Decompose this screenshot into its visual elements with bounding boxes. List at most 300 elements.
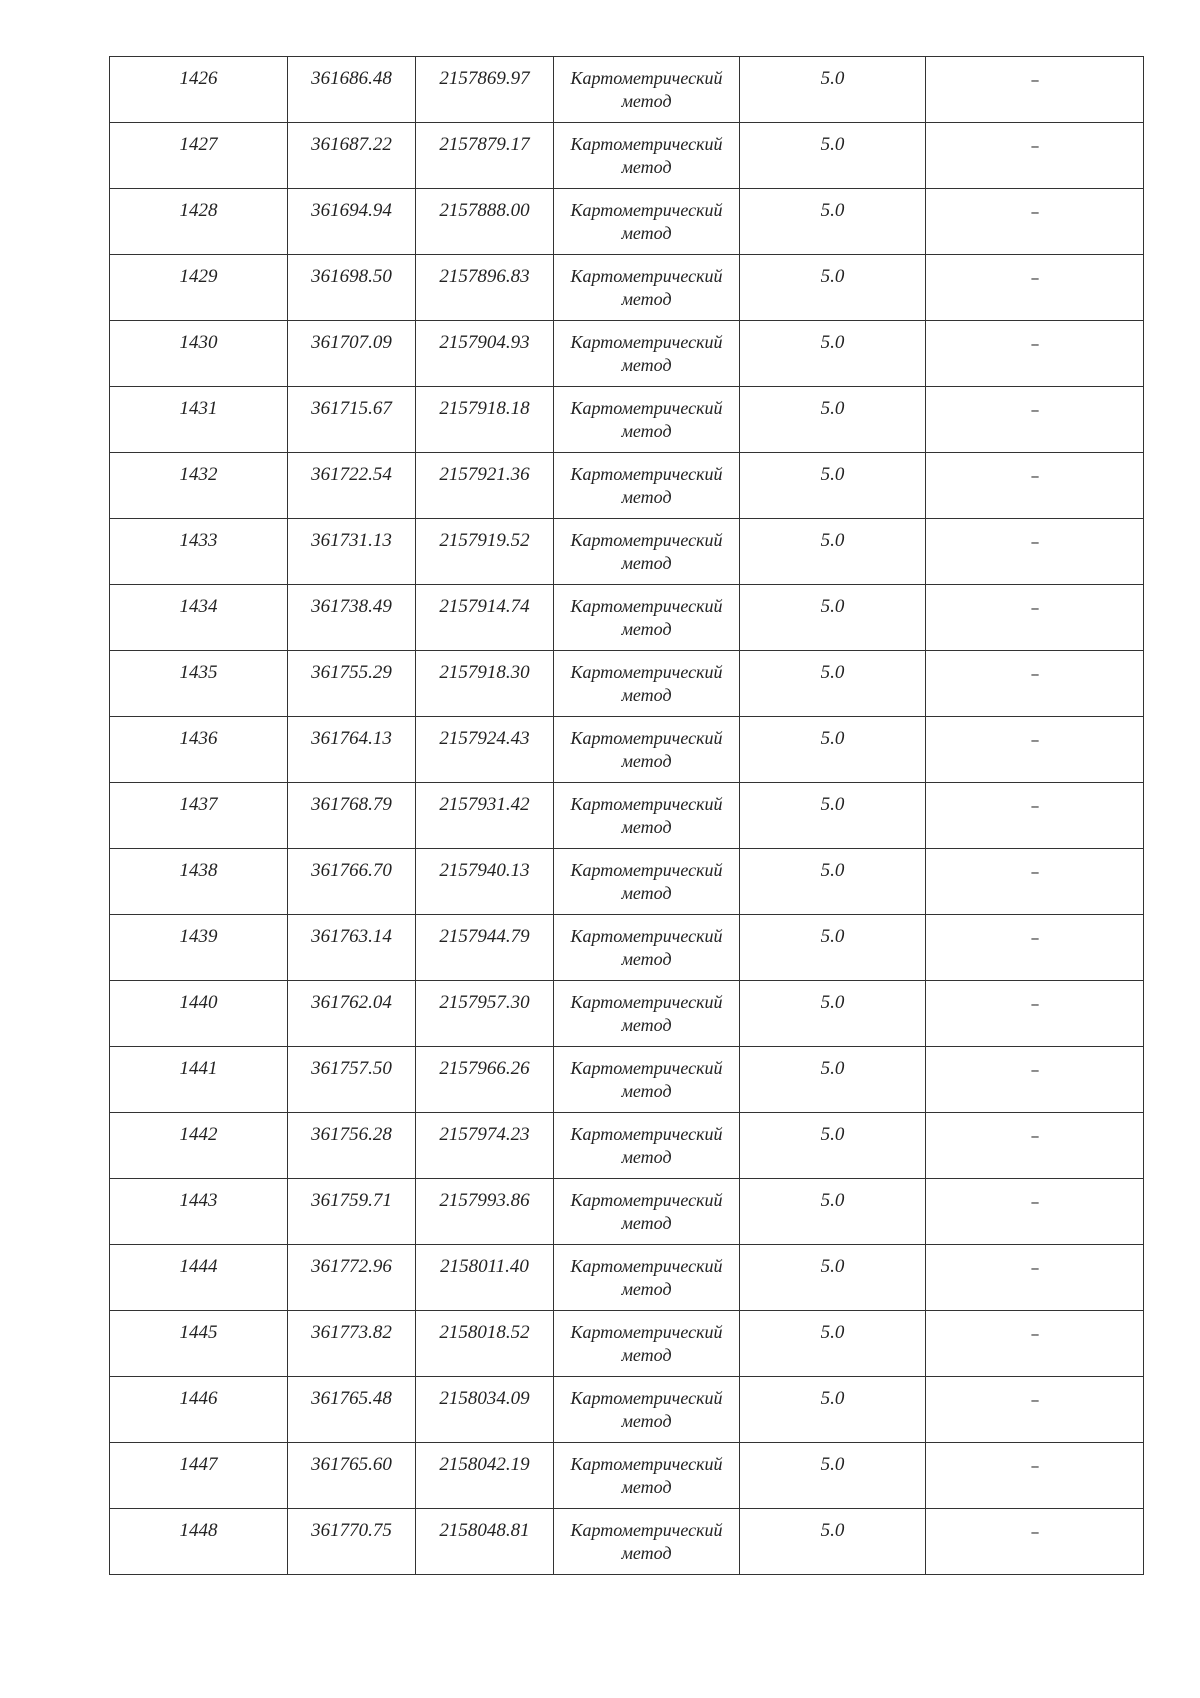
method-line-1: Картометрический: [570, 1388, 723, 1408]
x-coordinate-cell: [288, 1377, 416, 1443]
note-cell: [926, 783, 1144, 849]
note-value: --: [1030, 799, 1039, 814]
y-coordinate: 2157918.30: [439, 662, 530, 683]
table-row: [110, 453, 1144, 519]
y-coordinate-cell: [416, 1047, 554, 1113]
table-row: [110, 1311, 1144, 1377]
y-coordinate-cell: [416, 1113, 554, 1179]
point-number-cell: [110, 453, 288, 519]
point-number-cell: [110, 123, 288, 189]
precision-value: 5.0: [820, 464, 845, 485]
y-coordinate: 2158011.40: [440, 1256, 529, 1277]
precision-value: 5.0: [820, 1520, 845, 1541]
precision-value: 5.0: [820, 1322, 845, 1343]
x-coordinate-cell: [288, 651, 416, 717]
point-number-cell: [110, 915, 288, 981]
method-cell: [554, 651, 740, 717]
x-coordinate: 361707.09: [311, 332, 392, 353]
precision-cell: [740, 1443, 926, 1509]
note-cell: [926, 717, 1144, 783]
x-coordinate-cell: [288, 387, 416, 453]
precision-cell: [740, 387, 926, 453]
coordinates-table-body: [110, 57, 1144, 1575]
y-coordinate-cell: [416, 651, 554, 717]
precision-value: 5.0: [820, 728, 845, 749]
y-coordinate-cell: [416, 255, 554, 321]
table-row: [110, 915, 1144, 981]
y-coordinate: 2158034.09: [439, 1388, 530, 1409]
x-coordinate: 361765.48: [311, 1388, 392, 1409]
method-line-1: Картометрический: [570, 134, 723, 154]
method-line-1: Картометрический: [570, 596, 723, 616]
point-number-cell: [110, 783, 288, 849]
note-value: --: [1030, 1459, 1039, 1474]
note-value: --: [1030, 271, 1039, 286]
note-value: --: [1030, 73, 1039, 88]
method-line-1: Картометрический: [570, 1256, 723, 1276]
precision-cell: [740, 189, 926, 255]
y-coordinate-cell: [416, 1245, 554, 1311]
precision-value: 5.0: [820, 134, 845, 155]
precision-cell: [740, 57, 926, 123]
x-coordinate-cell: [288, 1311, 416, 1377]
note-cell: [926, 1047, 1144, 1113]
precision-cell: [740, 585, 926, 651]
method-line-2: метод: [621, 1543, 672, 1563]
method-line-2: метод: [621, 157, 672, 177]
coordinates-table: [109, 56, 1144, 1575]
table-row: [110, 1179, 1144, 1245]
y-coordinate: 2157924.43: [439, 728, 530, 749]
method-cell: [554, 717, 740, 783]
note-value: --: [1030, 337, 1039, 352]
point-number: 1442: [179, 1124, 218, 1145]
note-value: --: [1030, 1525, 1039, 1540]
method-cell: [554, 1509, 740, 1575]
point-number-cell: [110, 1509, 288, 1575]
method-cell: [554, 123, 740, 189]
note-cell: [926, 57, 1144, 123]
method-cell: [554, 57, 740, 123]
method-cell: [554, 1047, 740, 1113]
point-number-cell: [110, 255, 288, 321]
note-cell: [926, 651, 1144, 717]
table-row: [110, 783, 1144, 849]
method-cell: [554, 849, 740, 915]
point-number-cell: [110, 321, 288, 387]
precision-value: 5.0: [820, 662, 845, 683]
point-number: 1437: [179, 794, 218, 815]
table-row: [110, 1443, 1144, 1509]
method-line-2: метод: [621, 1345, 672, 1365]
x-coordinate-cell: [288, 849, 416, 915]
note-value: --: [1030, 601, 1039, 616]
precision-cell: [740, 717, 926, 783]
x-coordinate: 361772.96: [311, 1256, 392, 1277]
precision-value: 5.0: [820, 926, 845, 947]
precision-cell: [740, 1179, 926, 1245]
note-value: --: [1030, 1393, 1039, 1408]
y-coordinate: 2158018.52: [439, 1322, 530, 1343]
point-number-cell: [110, 189, 288, 255]
x-coordinate: 361722.54: [311, 464, 392, 485]
y-coordinate-cell: [416, 717, 554, 783]
y-coordinate: 2158048.81: [439, 1520, 530, 1541]
x-coordinate: 361763.14: [311, 926, 392, 947]
method-line-1: Картометрический: [570, 464, 723, 484]
method-line-2: метод: [621, 685, 672, 705]
precision-value: 5.0: [820, 860, 845, 881]
method-cell: [554, 189, 740, 255]
note-value: --: [1030, 1327, 1039, 1342]
y-coordinate-cell: [416, 321, 554, 387]
method-line-1: Картометрический: [570, 266, 723, 286]
precision-value: 5.0: [820, 266, 845, 287]
note-value: --: [1030, 733, 1039, 748]
method-line-2: метод: [621, 487, 672, 507]
method-line-2: метод: [621, 421, 672, 441]
x-coordinate-cell: [288, 1047, 416, 1113]
method-line-2: метод: [621, 1147, 672, 1167]
precision-cell: [740, 981, 926, 1047]
note-cell: [926, 519, 1144, 585]
y-coordinate: 2157918.18: [439, 398, 530, 419]
note-cell: [926, 585, 1144, 651]
point-number: 1427: [179, 134, 218, 155]
point-number: 1434: [179, 596, 218, 617]
point-number-cell: [110, 1113, 288, 1179]
point-number: 1448: [179, 1520, 218, 1541]
x-coordinate-cell: [288, 585, 416, 651]
method-line-2: метод: [621, 355, 672, 375]
note-cell: [926, 849, 1144, 915]
y-coordinate-cell: [416, 123, 554, 189]
x-coordinate-cell: [288, 1443, 416, 1509]
method-line-1: Картометрический: [570, 1520, 723, 1540]
y-coordinate: 2157940.13: [439, 860, 530, 881]
point-number: 1439: [179, 926, 218, 947]
precision-value: 5.0: [820, 332, 845, 353]
precision-value: 5.0: [820, 794, 845, 815]
point-number: 1436: [179, 728, 218, 749]
y-coordinate: 2157974.23: [439, 1124, 530, 1145]
method-cell: [554, 387, 740, 453]
precision-value: 5.0: [820, 68, 845, 89]
method-line-1: Картометрический: [570, 860, 723, 880]
x-coordinate: 361764.13: [311, 728, 392, 749]
note-value: --: [1030, 535, 1039, 550]
y-coordinate: 2157921.36: [439, 464, 530, 485]
x-coordinate-cell: [288, 717, 416, 783]
y-coordinate-cell: [416, 387, 554, 453]
method-line-2: метод: [621, 883, 672, 903]
method-cell: [554, 1443, 740, 1509]
note-cell: [926, 981, 1144, 1047]
point-number-cell: [110, 387, 288, 453]
note-value: --: [1030, 931, 1039, 946]
note-value: --: [1030, 1261, 1039, 1276]
x-coordinate: 361731.13: [311, 530, 392, 551]
precision-value: 5.0: [820, 1388, 845, 1409]
x-coordinate-cell: [288, 255, 416, 321]
y-coordinate-cell: [416, 1179, 554, 1245]
x-coordinate: 361768.79: [311, 794, 392, 815]
method-line-1: Картометрический: [570, 1190, 723, 1210]
method-line-2: метод: [621, 223, 672, 243]
note-cell: [926, 387, 1144, 453]
method-line-1: Картометрический: [570, 926, 723, 946]
method-line-2: метод: [621, 91, 672, 111]
y-coordinate: 2157896.83: [439, 266, 530, 287]
method-line-1: Картометрический: [570, 728, 723, 748]
precision-value: 5.0: [820, 596, 845, 617]
point-number-cell: [110, 1245, 288, 1311]
x-coordinate-cell: [288, 321, 416, 387]
note-value: --: [1030, 865, 1039, 880]
y-coordinate-cell: [416, 783, 554, 849]
precision-cell: [740, 519, 926, 585]
method-cell: [554, 1377, 740, 1443]
method-line-2: метод: [621, 289, 672, 309]
method-cell: [554, 1113, 740, 1179]
x-coordinate: 361738.49: [311, 596, 392, 617]
x-coordinate-cell: [288, 915, 416, 981]
y-coordinate: 2158042.19: [439, 1454, 530, 1475]
note-cell: [926, 1179, 1144, 1245]
x-coordinate: 361687.22: [311, 134, 392, 155]
y-coordinate: 2157931.42: [439, 794, 530, 815]
x-coordinate: 361762.04: [311, 992, 392, 1013]
note-cell: [926, 915, 1144, 981]
method-cell: [554, 453, 740, 519]
y-coordinate-cell: [416, 1311, 554, 1377]
point-number: 1438: [179, 860, 218, 881]
point-number: 1445: [179, 1322, 218, 1343]
y-coordinate-cell: [416, 453, 554, 519]
point-number-cell: [110, 981, 288, 1047]
x-coordinate: 361759.71: [311, 1190, 392, 1211]
x-coordinate-cell: [288, 57, 416, 123]
point-number: 1440: [179, 992, 218, 1013]
method-line-1: Картометрический: [570, 332, 723, 352]
precision-cell: [740, 453, 926, 519]
method-line-2: метод: [621, 553, 672, 573]
point-number: 1435: [179, 662, 218, 683]
note-value: --: [1030, 997, 1039, 1012]
point-number-cell: [110, 849, 288, 915]
x-coordinate-cell: [288, 1113, 416, 1179]
y-coordinate: 2157944.79: [439, 926, 530, 947]
precision-value: 5.0: [820, 1124, 845, 1145]
table-row: [110, 57, 1144, 123]
precision-cell: [740, 1245, 926, 1311]
x-coordinate: 361765.60: [311, 1454, 392, 1475]
point-number: 1444: [179, 1256, 218, 1277]
table-row: [110, 651, 1144, 717]
y-coordinate: 2157879.17: [439, 134, 530, 155]
point-number-cell: [110, 1179, 288, 1245]
table-row: [110, 849, 1144, 915]
y-coordinate-cell: [416, 585, 554, 651]
note-cell: [926, 1245, 1144, 1311]
table-row: [110, 717, 1144, 783]
note-value: --: [1030, 139, 1039, 154]
method-line-1: Картометрический: [570, 662, 723, 682]
precision-value: 5.0: [820, 1454, 845, 1475]
precision-value: 5.0: [820, 1190, 845, 1211]
x-coordinate: 361715.67: [311, 398, 392, 419]
y-coordinate: 2157869.97: [439, 68, 530, 89]
method-line-1: Картометрический: [570, 1058, 723, 1078]
y-coordinate: 2157888.00: [439, 200, 530, 221]
note-cell: [926, 189, 1144, 255]
method-line-2: метод: [621, 949, 672, 969]
method-line-2: метод: [621, 751, 672, 771]
table-row: [110, 519, 1144, 585]
point-number-cell: [110, 519, 288, 585]
y-coordinate-cell: [416, 849, 554, 915]
note-cell: [926, 255, 1144, 321]
precision-cell: [740, 321, 926, 387]
table-row: [110, 1047, 1144, 1113]
y-coordinate-cell: [416, 915, 554, 981]
note-cell: [926, 321, 1144, 387]
point-number: 1447: [179, 1454, 218, 1475]
method-line-2: метод: [621, 1477, 672, 1497]
method-line-2: метод: [621, 1411, 672, 1431]
table-row: [110, 321, 1144, 387]
x-coordinate-cell: [288, 1179, 416, 1245]
method-line-1: Картометрический: [570, 200, 723, 220]
point-number: 1433: [179, 530, 218, 551]
table-row: [110, 387, 1144, 453]
note-cell: [926, 1311, 1144, 1377]
note-value: --: [1030, 667, 1039, 682]
y-coordinate: 2157966.26: [439, 1058, 530, 1079]
method-line-2: метод: [621, 1213, 672, 1233]
point-number: 1441: [179, 1058, 218, 1079]
precision-cell: [740, 1509, 926, 1575]
note-cell: [926, 1113, 1144, 1179]
point-number: 1443: [179, 1190, 218, 1211]
method-cell: [554, 585, 740, 651]
precision-cell: [740, 849, 926, 915]
y-coordinate: 2157919.52: [439, 530, 530, 551]
point-number-cell: [110, 1311, 288, 1377]
point-number-cell: [110, 1377, 288, 1443]
table-row: [110, 1245, 1144, 1311]
note-value: --: [1030, 403, 1039, 418]
table-row: [110, 585, 1144, 651]
note-cell: [926, 123, 1144, 189]
table-row: [110, 255, 1144, 321]
method-line-1: Картометрический: [570, 530, 723, 550]
note-value: --: [1030, 205, 1039, 220]
method-cell: [554, 981, 740, 1047]
x-coordinate-cell: [288, 1509, 416, 1575]
note-cell: [926, 1509, 1144, 1575]
y-coordinate: 2157914.74: [439, 596, 530, 617]
x-coordinate: 361766.70: [311, 860, 392, 881]
method-line-2: метод: [621, 1279, 672, 1299]
method-cell: [554, 519, 740, 585]
point-number: 1429: [179, 266, 218, 287]
x-coordinate: 361698.50: [311, 266, 392, 287]
method-cell: [554, 321, 740, 387]
method-line-1: Картометрический: [570, 1124, 723, 1144]
point-number-cell: [110, 57, 288, 123]
point-number: 1431: [179, 398, 218, 419]
y-coordinate-cell: [416, 1377, 554, 1443]
note-value: --: [1030, 1195, 1039, 1210]
table-row: [110, 1509, 1144, 1575]
method-cell: [554, 1311, 740, 1377]
y-coordinate-cell: [416, 519, 554, 585]
x-coordinate-cell: [288, 123, 416, 189]
point-number: 1432: [179, 464, 218, 485]
point-number-cell: [110, 651, 288, 717]
method-cell: [554, 255, 740, 321]
method-line-2: метод: [621, 817, 672, 837]
point-number-cell: [110, 1047, 288, 1113]
method-line-2: метод: [621, 1015, 672, 1035]
point-number: 1428: [179, 200, 218, 221]
point-number-cell: [110, 717, 288, 783]
x-coordinate: 361770.75: [311, 1520, 392, 1541]
y-coordinate-cell: [416, 1509, 554, 1575]
note-value: --: [1030, 469, 1039, 484]
precision-cell: [740, 783, 926, 849]
method-line-2: метод: [621, 1081, 672, 1101]
method-line-1: Картометрический: [570, 1322, 723, 1342]
precision-value: 5.0: [820, 200, 845, 221]
point-number: 1446: [179, 1388, 218, 1409]
method-cell: [554, 1179, 740, 1245]
method-cell: [554, 915, 740, 981]
note-cell: [926, 453, 1144, 519]
x-coordinate: 361756.28: [311, 1124, 392, 1145]
y-coordinate: 2157957.30: [439, 992, 530, 1013]
precision-value: 5.0: [820, 1256, 845, 1277]
y-coordinate-cell: [416, 981, 554, 1047]
table-row: [110, 981, 1144, 1047]
y-coordinate: 2157993.86: [439, 1190, 530, 1211]
note-value: --: [1030, 1129, 1039, 1144]
precision-cell: [740, 255, 926, 321]
precision-cell: [740, 1113, 926, 1179]
x-coordinate-cell: [288, 519, 416, 585]
method-cell: [554, 1245, 740, 1311]
method-line-1: Картометрический: [570, 1454, 723, 1474]
precision-cell: [740, 123, 926, 189]
x-coordinate-cell: [288, 783, 416, 849]
x-coordinate: 361686.48: [311, 68, 392, 89]
x-coordinate-cell: [288, 981, 416, 1047]
precision-cell: [740, 1047, 926, 1113]
x-coordinate-cell: [288, 189, 416, 255]
note-cell: [926, 1377, 1144, 1443]
x-coordinate: 361757.50: [311, 1058, 392, 1079]
precision-value: 5.0: [820, 992, 845, 1013]
x-coordinate: 361773.82: [311, 1322, 392, 1343]
precision-cell: [740, 651, 926, 717]
note-cell: [926, 1443, 1144, 1509]
precision-value: 5.0: [820, 398, 845, 419]
method-line-1: Картометрический: [570, 794, 723, 814]
table-row: [110, 1377, 1144, 1443]
precision-cell: [740, 1311, 926, 1377]
note-value: --: [1030, 1063, 1039, 1078]
